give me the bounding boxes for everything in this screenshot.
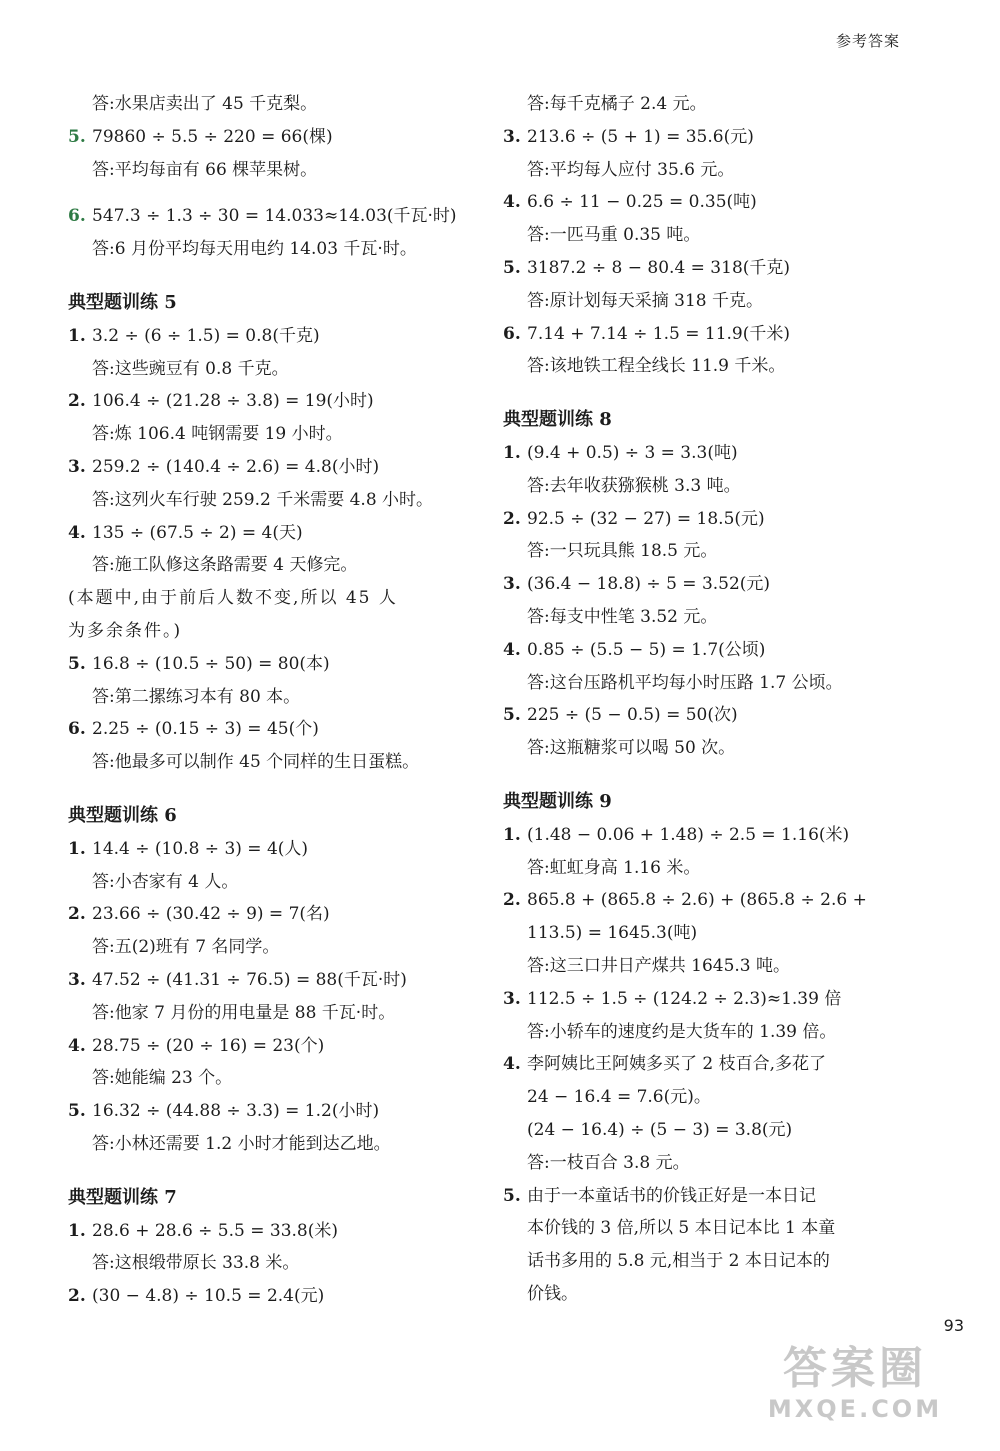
problem-equation <box>503 1180 903 1213</box>
problem-equation <box>503 437 903 470</box>
problem-equation <box>503 634 903 667</box>
problem-equation <box>68 200 468 233</box>
problem-number: 4. <box>503 639 521 660</box>
answer-line: 答:五(2)班有 7 名同学。 <box>92 937 280 958</box>
answer-line: 答:平均每人应付 35.6 元。 <box>527 159 735 180</box>
equation-text: 112.5 ÷ 1.5 ÷ (124.2 ÷ 2.3)≈1.39 倍 <box>527 988 842 1009</box>
problem-equation <box>68 121 468 154</box>
right-column <box>503 88 903 1311</box>
left-column <box>68 88 468 1313</box>
answer-line: 答:水果店卖出了 45 千克梨。 <box>92 94 318 114</box>
problem-number: 3. <box>68 969 86 990</box>
equation-text: 3.2 ÷ (6 ÷ 1.5) = 0.8(千克) <box>92 325 320 346</box>
problem-equation <box>68 385 468 418</box>
equation-text: (36.4 − 18.8) ÷ 5 = 3.52(元) <box>527 574 771 595</box>
answer-line: 答:去年收获猕猴桃 3.3 吨。 <box>527 475 741 496</box>
equation-text: 由于一本童话书的价钱正好是一本日记 <box>527 1185 816 1206</box>
equation-text: 16.32 ÷ (44.88 ÷ 3.3) = 1.2(小时) <box>92 1101 380 1122</box>
section-heading: 典型题训练 6 <box>68 804 177 826</box>
problem-number: 4. <box>503 1054 521 1075</box>
equation-text: 23.66 ÷ (30.42 ÷ 9) = 7(名) <box>92 904 330 925</box>
problem-number: 6. <box>503 323 521 344</box>
answer-line: 答:小轿车的速度约是大货车的 1.39 倍。 <box>527 1021 837 1042</box>
problem-equation <box>503 186 903 219</box>
problem-number: 5. <box>503 705 521 726</box>
problem-equation <box>68 964 468 997</box>
problem-number: 5. <box>68 653 86 674</box>
problem-equation <box>503 568 903 601</box>
problem-number: 3. <box>503 126 521 147</box>
answer-line: 答:他最多可以制作 45 个同样的生日蛋糕。 <box>92 752 420 773</box>
answer-line: 答:一匹马重 0.35 吨。 <box>527 225 701 246</box>
equation-text: 92.5 ÷ (32 − 27) = 18.5(元) <box>527 508 765 529</box>
answer-line: 答:该地铁工程全线长 11.9 千米。 <box>527 356 786 377</box>
continuation-line: 本价钱的 3 倍,所以 5 本日记本比 1 本童 <box>527 1218 836 1239</box>
answer-line: 答:施工队修这条路需要 4 天修完。 <box>92 555 358 576</box>
equation-text: 225 ÷ (5 − 0.5) = 50(次) <box>527 705 738 726</box>
answer-line: 答:6 月份平均每天用电约 14.03 千瓦·时。 <box>92 239 417 260</box>
answer-line: 答:一枝百合 3.8 元。 <box>527 1152 690 1173</box>
problem-number: 4. <box>68 522 86 543</box>
equation-text: 259.2 ÷ (140.4 ÷ 2.6) = 4.8(小时) <box>92 456 380 477</box>
answer-line: 答:小杏家有 4 人。 <box>92 871 239 892</box>
problem-number: 1. <box>68 1220 86 1241</box>
section-heading: 典型题训练 5 <box>68 291 177 313</box>
problem-equation <box>68 1030 468 1063</box>
equation-text: 79860 ÷ 5.5 ÷ 220 = 66(棵) <box>92 126 333 147</box>
problem-number: 3. <box>503 988 521 1009</box>
problem-equation <box>68 898 468 931</box>
answer-line: 答:每支中性笔 3.52 元。 <box>527 606 718 627</box>
equation-text: 7.14 + 7.14 ÷ 1.5 = 11.9(千米) <box>527 323 791 344</box>
problem-equation <box>68 1280 468 1313</box>
problem-number: 2. <box>68 1286 86 1307</box>
problem-number: 3. <box>503 574 521 595</box>
problem-number: 1. <box>503 824 521 845</box>
problem-number: 3. <box>68 456 86 477</box>
answer-line: 答:这三口井日产煤共 1645.3 吨。 <box>527 955 791 976</box>
equation-text: 28.75 ÷ (20 ÷ 16) = 23(个) <box>92 1035 325 1056</box>
problem-number: 5. <box>503 1185 521 1206</box>
watermark-logo <box>740 1343 970 1433</box>
problem-equation <box>68 320 468 353</box>
answer-line: 答:第二摞练习本有 80 本。 <box>92 686 301 707</box>
problem-number: 5. <box>68 1101 86 1122</box>
problem-number: 5. <box>503 257 521 278</box>
answer-line: 答:她能编 23 个。 <box>92 1068 233 1089</box>
problem-number: 5. <box>68 126 86 147</box>
answer-line: 答:原计划每天采摘 318 千克。 <box>527 290 763 311</box>
answer-line: 答:这瓶糖浆可以喝 50 次。 <box>527 738 736 759</box>
problem-number: 4. <box>68 1035 86 1056</box>
problem-equation <box>503 318 903 351</box>
page-number: 93 <box>943 1316 964 1335</box>
answer-line: 答:这些豌豆有 0.8 千克。 <box>92 358 289 379</box>
problem-equation <box>503 983 903 1016</box>
answer-line: 答:这台压路机平均每小时压路 1.7 公顷。 <box>527 672 843 693</box>
answer-line: 答:平均每亩有 66 棵苹果树。 <box>92 159 318 180</box>
problem-number: 4. <box>503 192 521 213</box>
continuation-line: 价钱。 <box>527 1283 578 1304</box>
answer-line: 答:炼 106.4 吨钢需要 19 小时。 <box>92 424 343 445</box>
problem-equation <box>68 1095 468 1128</box>
problem-equation <box>68 1215 468 1248</box>
answer-line: 答:这列火车行驶 259.2 千米需要 4.8 小时。 <box>92 489 434 510</box>
problem-equation <box>503 252 903 285</box>
section-heading: 典型题训练 8 <box>503 409 612 431</box>
equation-text: 47.52 ÷ (41.31 ÷ 76.5) = 88(千瓦·时) <box>92 969 407 990</box>
continuation-line: 24 − 16.4 = 7.6(元)。 <box>527 1087 711 1108</box>
section-heading: 典型题训练 9 <box>503 790 612 812</box>
continuation-line: 话书多用的 5.8 元,相当于 2 本日记本的 <box>527 1251 830 1272</box>
problem-number: 2. <box>68 391 86 412</box>
problem-number: 6. <box>68 719 86 740</box>
answer-line: 答:虹虹身高 1.16 米。 <box>527 857 701 878</box>
equation-text: 6.6 ÷ 11 − 0.25 = 0.35(吨) <box>527 192 757 213</box>
problem-equation <box>68 517 468 550</box>
problem-number: 2. <box>503 890 521 911</box>
section-heading: 典型题训练 7 <box>68 1186 177 1208</box>
note-line: 为多余条件。) <box>68 620 183 641</box>
note-line: (本题中,由于前后人数不变,所以 45 人 <box>68 588 398 609</box>
problem-equation <box>503 503 903 536</box>
watermark-logo-text: 答案圈 <box>783 1343 927 1394</box>
equation-text: (9.4 + 0.5) ÷ 3 = 3.3(吨) <box>527 442 738 463</box>
problem-number: 1. <box>68 325 86 346</box>
equation-text: 3187.2 ÷ 8 − 80.4 = 318(千克) <box>527 257 791 278</box>
problem-equation <box>503 819 903 852</box>
answer-line: 答:这根缎带原长 33.8 米。 <box>92 1253 300 1274</box>
problem-number: 6. <box>68 206 86 227</box>
running-header: 参考答案 <box>835 32 900 50</box>
answer-line: 答:一只玩具熊 18.5 元。 <box>527 541 718 562</box>
problem-equation <box>68 833 468 866</box>
problem-equation <box>68 451 468 484</box>
continuation-line: 113.5) = 1645.3(吨) <box>527 923 698 944</box>
equation-text: 0.85 ÷ (5.5 − 5) = 1.7(公顷) <box>527 639 766 660</box>
continuation-line: (24 − 16.4) ÷ (5 − 3) = 3.8(元) <box>527 1119 793 1140</box>
equation-text: 547.3 ÷ 1.3 ÷ 30 = 14.033≈14.03(千瓦·时) <box>92 206 457 227</box>
spacer <box>68 186 468 200</box>
problem-equation <box>68 713 468 746</box>
equation-text: 28.6 + 28.6 ÷ 5.5 = 33.8(米) <box>92 1220 339 1241</box>
answer-line: 答:他家 7 月份的用电量是 88 千瓦·时。 <box>92 1002 396 1023</box>
equation-text: 865.8 + (865.8 ÷ 2.6) + (865.8 ÷ 2.6 + <box>527 890 867 911</box>
problem-number: 1. <box>68 838 86 859</box>
problem-number: 2. <box>503 508 521 529</box>
equation-text: 106.4 ÷ (21.28 ÷ 3.8) = 19(小时) <box>92 391 374 412</box>
equation-text: 135 ÷ (67.5 ÷ 2) = 4(天) <box>92 522 303 543</box>
problem-equation <box>503 884 903 917</box>
equation-text: 14.4 ÷ (10.8 ÷ 3) = 4(人) <box>92 838 309 859</box>
problem-equation <box>503 121 903 154</box>
problem-equation <box>503 699 903 732</box>
problem-number: 1. <box>503 442 521 463</box>
equation-text: (1.48 − 0.06 + 1.48) ÷ 2.5 = 1.16(米) <box>527 824 850 845</box>
equation-text: 2.25 ÷ (0.15 ÷ 3) = 45(个) <box>92 719 319 740</box>
equation-text: 李阿姨比王阿姨多买了 2 枝百合,多花了 <box>527 1054 827 1075</box>
equation-text: 213.6 ÷ (5 + 1) = 35.6(元) <box>527 126 754 147</box>
equation-text: (30 − 4.8) ÷ 10.5 = 2.4(元) <box>92 1286 325 1307</box>
watermark-site: MXQE.COM <box>767 1395 943 1423</box>
problem-number: 2. <box>68 904 86 925</box>
problem-equation <box>503 1048 903 1081</box>
answer-line: 答:小林还需要 1.2 小时才能到达乙地。 <box>92 1133 391 1154</box>
answer-line: 答:每千克橘子 2.4 元。 <box>527 94 707 114</box>
problem-equation <box>68 648 468 681</box>
equation-text: 16.8 ÷ (10.5 ÷ 50) = 80(本) <box>92 653 330 674</box>
